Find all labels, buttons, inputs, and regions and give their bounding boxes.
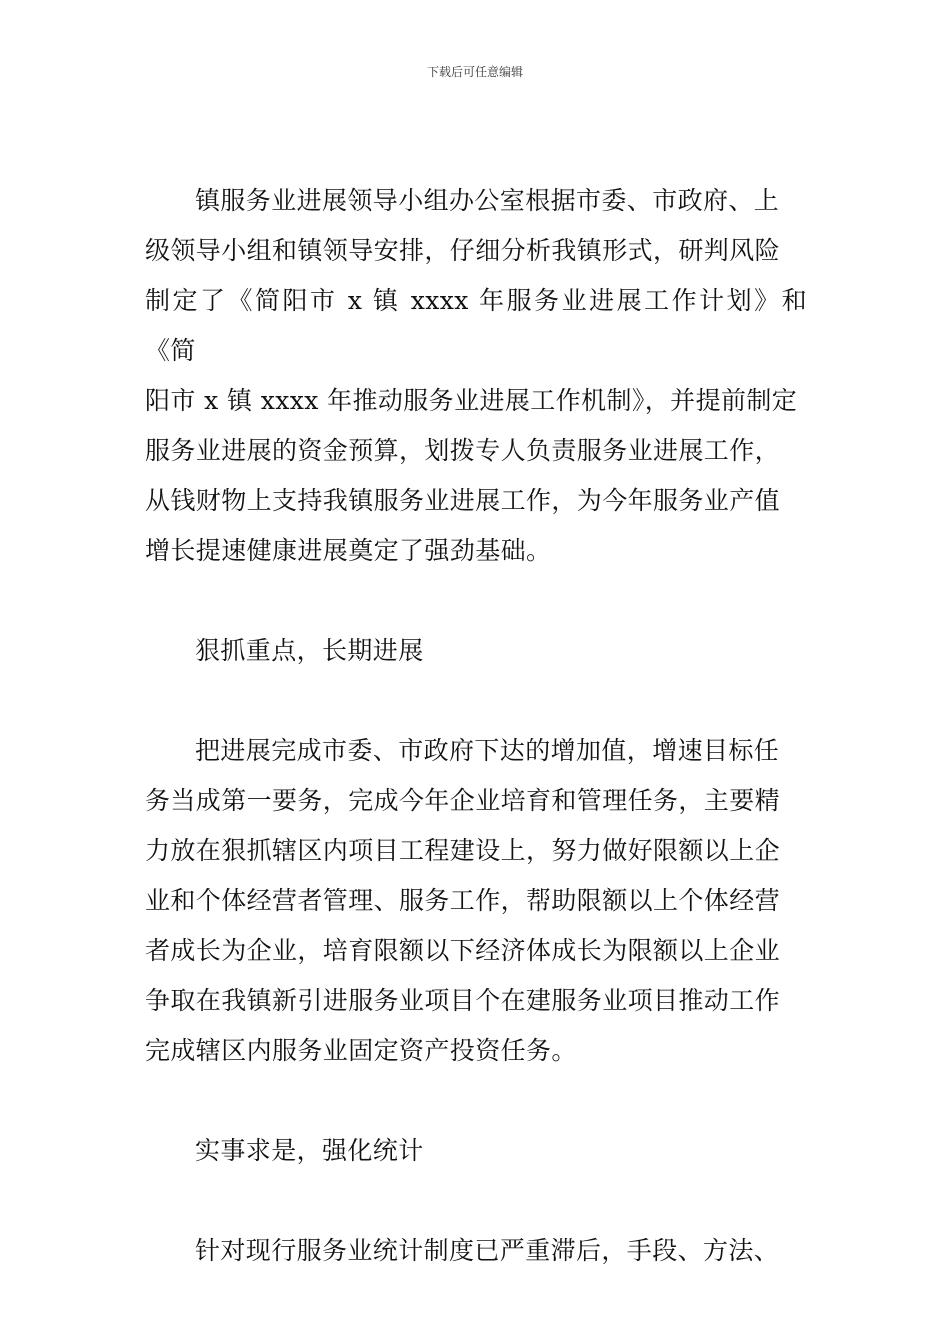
document-body [145, 176, 807, 1276]
paragraph-line: 级领导小组和镇领导安排，仔细分析我镇形式，研判风险 [145, 236, 781, 265]
paragraph-line: 阳市 x 镇 xxxx 年推动服务业进展工作机制》，并提前制定 [145, 386, 798, 415]
paragraph-1 [145, 176, 807, 576]
paragraph-line: 力放在狠抓辖区内项目工程建设上，努力做好限额以上企 [145, 836, 781, 865]
paragraph-3 [145, 1226, 807, 1276]
paragraph-line: 务当成第一要务，完成今年企业培育和管理任务，主要精 [145, 786, 781, 815]
paragraph-line: 制定了《简阳市 x 镇 xxxx 年服务业进展工作计划》和《简 [145, 286, 807, 365]
paragraph-line: 争取在我镇新引进服务业项目个在建服务业项目推动工作 [145, 986, 781, 1015]
paragraph-line: 把进展完成市委、市政府下达的增加值，增速目标任 [195, 736, 780, 765]
paragraph-line: 增长提速健康进展奠定了强劲基础。 [145, 536, 552, 565]
paragraph-line: 针对现行服务业统计制度已严重滞后，手段、方法、 [195, 1236, 780, 1265]
paragraph-line: 者成长为企业，培育限额以下经济体成长为限额以上企业 [145, 936, 781, 965]
spacer [145, 576, 807, 626]
section-heading-2: 实事求是，强化统计 [195, 1136, 424, 1165]
paragraph-2 [145, 726, 807, 1076]
paragraph-line: 镇服务业进展领导小组办公室根据市委、市政府、上 [195, 186, 780, 215]
spacer [145, 676, 807, 726]
spacer [145, 1076, 807, 1126]
spacer [145, 1176, 807, 1226]
paragraph-line: 完成辖区内服务业固定资产投资任务。 [145, 1036, 577, 1065]
paragraph-line: 从钱财物上支持我镇服务业进展工作，为今年服务业产值 [145, 486, 781, 515]
paragraph-line: 服务业进展的资金预算，划拨专人负责服务业进展工作， [145, 436, 781, 465]
section-heading-1: 狠抓重点，长期进展 [195, 636, 424, 665]
page-header: 下载后可任意编辑 [426, 65, 523, 79]
paragraph-line: 业和个体经营者管理、服务工作，帮助限额以上个体经营 [145, 886, 781, 915]
